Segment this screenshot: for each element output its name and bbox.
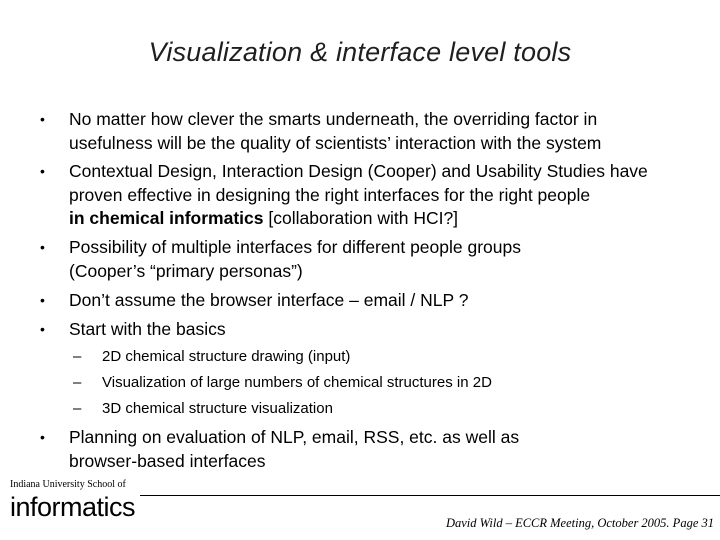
bullet-text-line: usefulness will be the quality of scientists’ interaction with the system bbox=[69, 132, 602, 153]
bullet-marker: • bbox=[40, 163, 45, 179]
sub-bullet-marker: – bbox=[73, 400, 82, 417]
bullet-text-line bbox=[69, 207, 689, 231]
bullet-text-line: browser-based interfaces bbox=[69, 450, 266, 471]
bullet-text-line: proven effective in designing the right interfaces for the right people bbox=[69, 184, 591, 205]
footer-divider bbox=[140, 495, 720, 496]
logo-wordmark-info: info bbox=[10, 492, 52, 522]
sub-bullet-text: 3D chemical structure visualization bbox=[102, 400, 333, 417]
logo-school-text: Indiana University School of bbox=[10, 479, 126, 490]
school-logo bbox=[7, 479, 137, 537]
bullet-text-line: (Cooper’s “primary personas”) bbox=[69, 260, 303, 281]
bullet-marker: • bbox=[40, 321, 45, 337]
bullet-text-line: Contextual Design, Interaction Design (Cooper) and Usability Studies have bbox=[69, 161, 648, 181]
bullet-text-line: No matter how clever the smarts underneath, the overriding factor in bbox=[69, 109, 598, 129]
sub-bullet-marker: – bbox=[73, 348, 82, 365]
bullet-marker: • bbox=[40, 239, 45, 255]
sub-bullet-marker: – bbox=[73, 374, 82, 391]
bullet-text-suffix: [collaboration with HCI?] bbox=[263, 208, 459, 228]
slide-title: Visualization & interface level tools bbox=[148, 37, 572, 67]
logo-wordmark-matics: rmatics bbox=[51, 492, 136, 522]
sub-bullet-text: Visualization of large numbers of chemical structures in 2D bbox=[102, 374, 492, 391]
bullet-text-line: Possibility of multiple interfaces for different people groups bbox=[69, 237, 522, 257]
footer-credit: David Wild – ECCR Meeting, October 2005. Page 31 bbox=[445, 516, 714, 530]
sub-bullet-text: 2D chemical structure drawing (input) bbox=[102, 348, 351, 365]
bold-emphasis: in chemical informatics bbox=[69, 208, 264, 228]
bullet-text-line: Start with the basics bbox=[69, 319, 226, 339]
logo-wordmark bbox=[10, 492, 135, 522]
bullet-marker: • bbox=[40, 111, 45, 127]
bullet-marker: • bbox=[40, 292, 45, 308]
bullet-text-line: Don’t assume the browser interface – email / NLP ? bbox=[69, 290, 469, 310]
bullet-text-line: Planning on evaluation of NLP, email, RSS, etc. as well as bbox=[69, 427, 520, 447]
bullet-marker: • bbox=[40, 429, 45, 445]
